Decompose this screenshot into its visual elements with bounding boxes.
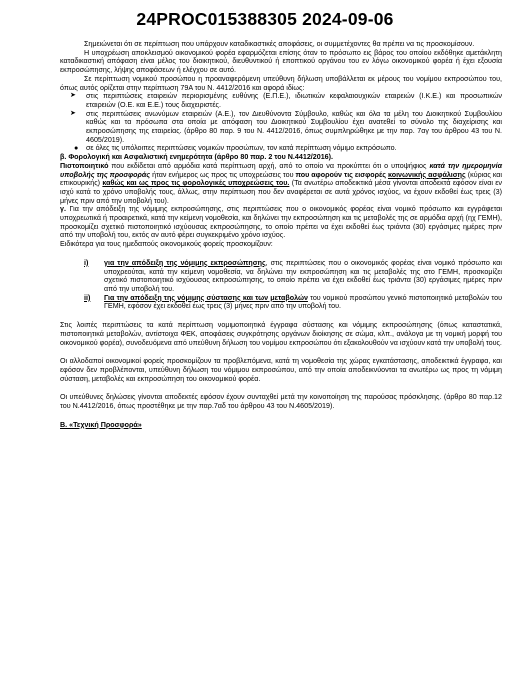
paragraph-declarations: Οι υπεύθυνες δηλώσεις γίνονται αποδεκτές εφόσον έχουν συνταχθεί μετά την κοινοποίηση της παρούσας πρόσκλησης. (άρθρο 80 παρ.12 του Ν.4412/2016, όπως προστέθηκε με την παρ.7αδ του άρθρου 43 του Ν.4605/2019). — [60, 393, 502, 411]
paragraph-representation: γ. Για την απόδειξη της νόμιμης εκπροσώπησης, στις περιπτώσεις που ο οικονομικός φορέας είναι νομικό πρόσωπο και εγγράφεται υποχρεωτικά ή προαιρετικά, κατά την κείμενη νομοθεσία, και δηλώνει την εκπροσώπηση και τις μεταβολές της σε αρμόδια αρχή (ηχ ΓΕΜΗ), προσκομίζει σχετικό πιστοποιητικό ισχύουσας εκπροσώπησης, το οποίο πρέπει να έχει εκδοθεί έως τριάντα (30) εργάσιμες ημέρες πριν από την υποβολή του, εκτός αν αυτό φέρει συγκεκριμένο χρόνο ισχύος. — [60, 205, 502, 240]
paragraph-other-cases: Στις λοιπές περιπτώσεις τα κατά περίπτωση νομιμοποιητικά έγγραφα σύστασης και νόμιμης εκπροσώπησης (όπως καταστατικά, πιστοποιητικά μεταβολών, αντίστοιχα ΦΕΚ, αποφάσεις συγκρότησης οργάνων διοίκησης σε σώμα, κλπ., ανάλογα με τη νομική μορφή του οικονομικού φορέα), συνοδευόμενα από υπεύθυνη δήλωση του νομίμου εκπροσώπου ότι εξακολουθούν να ισχύουν κατά την υποβολή τους. — [60, 321, 502, 347]
bullet-item-other: ● σε όλες τις υπόλοιπες περιπτώσεις νομικών προσώπων, τον κατά περίπτωση νόμιμο εκπρόσωπο. — [74, 144, 397, 153]
dot-bullet-icon: ● — [74, 144, 79, 153]
arrowhead-bullet-icon: ➤ — [70, 92, 76, 100]
sub-item-ii: ii) Για την απόδειξη της νόμιμης σύστασης και των μεταβολών του νομικού προσώπου γενικό πιστοποιητικό μεταβολών του ΓΕΜΗ, εφόσον έχει εκδοθεί έως τρεις (3) μήνες πριν από την υποβολή του. — [84, 293, 502, 311]
bullet-item-epe: ➤ στις περιπτώσεις εταιρειών περιορισμένης ευθύνης (Ε.Π.Ε.), ιδιωτικών κεφαλαιουχικών εταιρειών (Ι.Κ.Ε.) και προσωπικών εταιρειών (Ο.Ε. και Ε.Ε.) τους διαχειριστές. — [70, 92, 502, 109]
paragraph-domestic: Ειδικότερα για τους ημεδαπούς οικονομικούς φορείς προσκομίζουν: — [60, 240, 273, 249]
section-heading-technical-offer: Β. «Τεχνική Προσφορά» — [60, 420, 142, 429]
section-heading-tax: β. Φορολογική και Ασφαλιστική ενημερότητα (άρθρο 80 παρ. 2 του Ν.4412/2016). — [60, 153, 334, 162]
sub-item-i: i) για την απόδειξη της νόμιμης εκπροσώπησης, στις περιπτώσεις που ο οικονομικός φορέας είναι νομικό πρόσωπο και υποχρεούται, κατά την κείμενη νομοθεσία, να δηλώνει την εκπροσώπηση και τις μεταβολές της στο ΓΕΜΗ, προσκομίζει σχετικό πιστοποιητικό ισχύουσας εκπροσώπησης, το οποίο πρέπει να έχει εκδοθεί έως τριάντα (30) εργάσιμες ημέρες πριν από την υποβολή του. — [84, 258, 502, 293]
document-id-header: 24PROC015388305 2024-09-06 — [136, 9, 394, 29]
bullet-item-ae: ➤ στις περιπτώσεις ανωνύμων εταιρειών (Α.Ε.), τον Διευθύνοντα Σύμβουλο, καθώς και όλα τα μέλη του Διοικητικού Συμβουλίου καθώς και τα πρόσωπα στα οποία με απόφαση του Διοικητικού Συμβουλίου έχει ανατεθεί το σύνολο της διαχείρισης και εκπροσώπησης της εταιρείας. (άρθρο 80 παρ. 9 του Ν. 4412/2016, όπως συμπληρώθηκε με την παρ. 7αγ του άρθρου 43 του Ν. 4605/2019). — [70, 109, 502, 144]
arrowhead-bullet-icon: ➤ — [70, 109, 76, 117]
paragraph-legal-entity: Σε περίπτωση νομικού προσώπου η προαναφερόμενη υπεύθυνη δήλωση υποβάλλεται εκ μέρους του νομίμου εκπροσώπου του, όπως αυτός ορίζεται στην περίπτωση 79Α του Ν. 4412/2016 και αφορά ιδίως: — [60, 74, 502, 92]
paragraph-foreign-operators: Οι αλλοδαποί οικονομικοί φορείς προσκομίζουν τα προβλεπόμενα, κατά τη νομοθεσία της χώρας εγκατάστασης, αποδεικτικά έγγραφα, και εφόσον δεν προβλέπονται, υπεύθυνη δήλωση του νόμιμου εκπροσώπου, από την οποία αποδεικνύονται τα ανωτέρω ως προς τη νόμιμη σύσταση, μεταβολές και εκπροσώπηση του οικονομικού φορέα. — [60, 357, 502, 383]
paragraph-exclusion-obligation: Η υποχρέωση αποκλεισμού οικονομικού φορέα εφαρμόζεται επίσης όταν το πρόσωπο εις βάρος του οποίου εκδόθηκε αμετάκλητη καταδικαστική απόφαση είναι μέλος του διοικητικού, διευθυντικού ή εποπτικού οργάνου του εν λόγω οικονομικού φορέα ή έχει εξουσία εκπροσώπησης, λήψης αποφάσεων ή ελέγχου σε αυτό. — [60, 48, 502, 75]
paragraph-convictions-note: Σημειώνεται ότι σε περίπτωση που υπάρχουν καταδικαστικές αποφάσεις, οι συμμετέχοντες θα πρέπει να τις προσκομίσουν. — [84, 40, 475, 48]
paragraph-certificate: Πιστοποιητικό που εκδίδεται από αρμόδια κατά περίπτωση αρχή, από το οποίο να προκύπτει ότι ο υποψήφιος κατά την ημερομηνία υποβολής της προσφοράς ήταν ενήμερος ως προς τις υποχρεώσεις του που αφορούν τις εισφορές κοινωνικής ασφάλισης (κύριας και επικουρικής) καθώς και ως προς τις φορολογικές υποχρεώσεις του. (Τα ανωτέρω αποδεικτικά μέσα γίνονται αποδεκτά εφόσον είναι εν ισχύ κατά το χρόνο υποβολής τους, άλλως, στην περίπτωση που δεν αναφέρεται σε αυτά χρόνος ισχύος, να έχουν εκδοθεί έως τρεις (3) μήνες πριν από την υποβολή του). — [60, 161, 503, 205]
document-body — [60, 40, 502, 429]
